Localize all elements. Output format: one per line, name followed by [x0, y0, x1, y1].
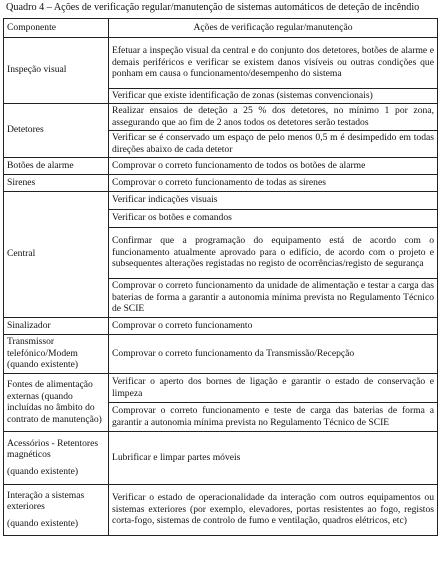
component-acessorios-note: (quando existente): [7, 465, 79, 477]
action-cell: Comprovar o correto funcionamento de todas as sirenes: [109, 174, 438, 191]
action-cell: Comprovar o correto funcionamento: [109, 317, 438, 334]
table-row: [4, 431, 438, 484]
table-row: [4, 37, 438, 88]
action-cell: Verificar se é conservado um espaço de pelo menos 0,5 m é desimpedido em todas direções abaixo de cada detetor: [109, 130, 438, 157]
table-row: [4, 174, 438, 191]
table-header-row: [4, 19, 438, 38]
component-fontes-alimentacao: Fontes de alimentação externas (quando incluídas no âmbito do contrato de manutenção): [4, 373, 109, 431]
component-acessorios: [4, 431, 109, 484]
component-interacao: [4, 484, 109, 535]
table-row: [4, 334, 438, 373]
action-cell: Verificar os botões e comandos: [109, 209, 438, 227]
component-sinalizador: Sinalizador: [4, 317, 109, 334]
header-component: Componente: [4, 19, 109, 38]
action-cell: Verificar o aperto dos bornes de ligação e garantir o estado de conservação e limpeza: [109, 373, 438, 402]
table-row: [4, 317, 438, 334]
table-row: [4, 191, 438, 209]
table-caption: Quadro 4 – Ações de verificação regular/manutenção de sistemas automáticos de deteção de incêndio: [6, 2, 420, 13]
action-cell: Verificar que existe identificação de zonas (sistemas convencionais): [109, 88, 438, 103]
header-actions: Ações de verificação regular/manutenção: [109, 19, 438, 38]
component-central: Central: [4, 191, 109, 317]
component-acessorios-label: Acessórios - Retentores magnéticos: [7, 437, 99, 461]
action-cell: Comprovar o correto funcionamento e teste de carga das baterias de forma a garantir a autonomia mínima prevista no Regulamento Técnico de SCIE: [109, 402, 438, 431]
component-inspecao-visual: Inspeção visual: [4, 37, 109, 103]
action-cell: Comprovar o correto funcionamento da unidade de alimentação e testar a carga das baterias de forma a garantir a autonomia mínima prevista no Regulamento Técnico de SCIE: [109, 278, 438, 317]
maintenance-table: [3, 18, 438, 536]
table-row: [4, 373, 438, 402]
action-cell: Comprovar o correto funcionamento da Transmissão/Recepção: [109, 334, 438, 373]
component-sirenes: Sirenes: [4, 174, 109, 191]
component-botoes-alarme: Botões de alarme: [4, 157, 109, 174]
action-cell: Realizar ensaios de deteção a 25 % dos detetores, no mínimo 1 por zona, assegurando que ao fim de 2 anos todos os detetores serão testados: [109, 103, 438, 130]
action-cell: Verificar indicações visuais: [109, 191, 438, 209]
component-interacao-label: Interação a sistemas exteriores: [7, 489, 85, 513]
action-cell: Efetuar a inspeção visual da central e do conjunto dos detetores, botões de alarme e demais periféricos e verificar se existem danos visíveis ou outras condições que ponham em causa o funcionamento/desempenho do sistema: [109, 37, 438, 88]
action-cell: Verificar o estado de operacionalidade da interação com outros equipamentos ou sistemas exteriores (por exemplo, elevadores, portas resistentes ao fogo, registos corta-fogo, sistemas de controlo de fumo e ventilação, quadros elétricos, etc): [109, 484, 438, 535]
table-row: [4, 157, 438, 174]
table-row: [4, 103, 438, 130]
component-interacao-note: (quando existente): [7, 517, 79, 529]
component-transmissor: Transmissor telefónico/Modem (quando existente): [4, 334, 109, 373]
table-row: [4, 484, 438, 535]
action-cell: Confirmar que a programação do equipamento está de acordo com o funcionamento atualmente aprovado para o edifício, de acordo com o projeto e subsequentes alterações registadas no registo de ocorrências/registo de segurança: [109, 227, 438, 278]
action-cell: Lubrificar e limpar partes móveis: [109, 431, 438, 484]
component-detetores: Detetores: [4, 103, 109, 157]
action-cell: Comprovar o correto funcionamento de todos os botões de alarme: [109, 157, 438, 174]
